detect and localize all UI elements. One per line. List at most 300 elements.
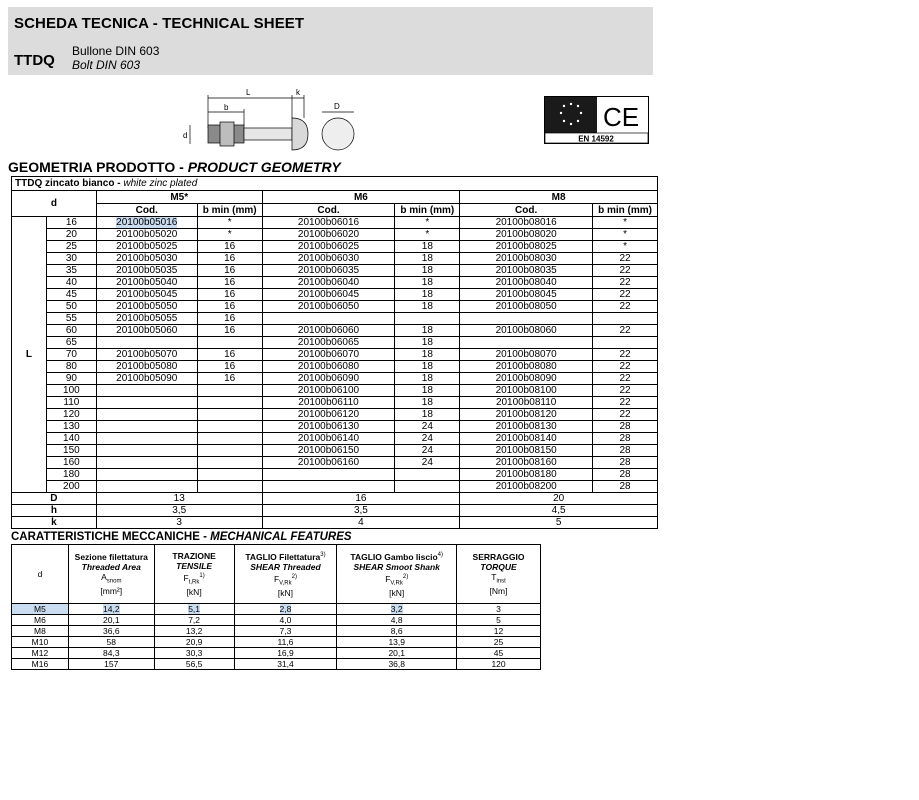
code-m6: 20100b06160 xyxy=(262,457,395,469)
mech-tensile: 7,2 xyxy=(154,615,234,626)
bmin-m8 xyxy=(593,337,658,349)
length-cell: 200 xyxy=(46,481,96,493)
product-name-it: Bullone DIN 603 xyxy=(72,44,160,58)
size-header-m8: M8 xyxy=(460,191,658,204)
mech-shear-shank: 13,9 xyxy=(337,637,457,648)
dimension-m6: 3,5 xyxy=(262,505,460,517)
geometry-row xyxy=(12,349,658,361)
size-header-m6: M6 xyxy=(262,191,460,204)
ce-badge xyxy=(544,96,649,144)
code-m5: 20100b05070 xyxy=(96,349,197,361)
dimension-m8: 20 xyxy=(460,493,658,505)
mech-tensile: 20,9 xyxy=(154,637,234,648)
bmin-m5 xyxy=(197,409,262,421)
code-m6: 20100b06150 xyxy=(262,445,395,457)
length-cell: 70 xyxy=(46,349,96,361)
code-m6: 20100b06060 xyxy=(262,325,395,337)
mechanical-row xyxy=(12,648,541,659)
code-m8: 20100b08070 xyxy=(460,349,593,361)
geometry-row xyxy=(12,337,658,349)
code-m6: 20100b06035 xyxy=(262,265,395,277)
geometry-row xyxy=(12,409,658,421)
geometry-row xyxy=(12,253,658,265)
column-header-row xyxy=(12,204,658,217)
tensile-sub: t,Rk xyxy=(188,579,200,586)
code-m6: 20100b06065 xyxy=(262,337,395,349)
geometry-title xyxy=(8,159,341,175)
bmin-m5 xyxy=(197,457,262,469)
length-cell: 16 xyxy=(46,217,96,229)
tensile-sym: F xyxy=(183,572,189,583)
bmin-m8: 22 xyxy=(593,397,658,409)
code-m5: 20100b05020 xyxy=(96,229,197,241)
bmin-m8: 22 xyxy=(593,349,658,361)
code-m5 xyxy=(96,409,197,421)
length-cell: 35 xyxy=(46,265,96,277)
code-m5 xyxy=(96,397,197,409)
size-header-m5: M5* xyxy=(96,191,262,204)
mechanical-row xyxy=(12,637,541,648)
bmin-m5: * xyxy=(197,217,262,229)
bmin-m8: 22 xyxy=(593,253,658,265)
code-m5: 20100b05045 xyxy=(96,289,197,301)
code-m5 xyxy=(96,445,197,457)
code-m5 xyxy=(96,433,197,445)
label-d: d xyxy=(183,131,188,140)
mech-col-shear-threaded xyxy=(234,545,337,604)
bmin-m6: 18 xyxy=(395,289,460,301)
header-band xyxy=(8,7,653,75)
mechanical-title xyxy=(11,531,352,543)
geometry-row xyxy=(12,421,658,433)
code-m8: 20100b08140 xyxy=(460,433,593,445)
code-m6 xyxy=(262,313,395,325)
bmin-m6: 24 xyxy=(395,445,460,457)
title-sep: - xyxy=(148,15,163,32)
code-m8: 20100b08150 xyxy=(460,445,593,457)
mech-shear-shank: 20,1 xyxy=(337,648,457,659)
mechanical-row xyxy=(12,604,541,615)
d-header: d xyxy=(12,191,97,217)
code-m5 xyxy=(96,469,197,481)
geometry-row xyxy=(12,217,658,229)
code-m5: 20100b05080 xyxy=(96,361,197,373)
mech-area: 157 xyxy=(68,659,154,670)
bmin-m5 xyxy=(197,385,262,397)
shear-shank-sub: V,Rk xyxy=(390,580,403,587)
title-en: TECHNICAL SHEET xyxy=(162,15,305,32)
length-cell: 45 xyxy=(46,289,96,301)
code-m6: 20100b06016 xyxy=(262,217,395,229)
geometry-row xyxy=(12,469,658,481)
title-it: SCHEDA TECNICA xyxy=(14,15,149,32)
mech-torque: 120 xyxy=(457,659,541,670)
dimension-key: h xyxy=(12,505,97,517)
torque-sym: T xyxy=(491,571,497,582)
bmin-m6: 18 xyxy=(395,265,460,277)
mech-shear-threaded: 31,4 xyxy=(234,659,337,670)
geometry-row xyxy=(12,385,658,397)
bmin-m6 xyxy=(395,469,460,481)
code-m5 xyxy=(96,385,197,397)
col-code-m5: Cod. xyxy=(96,204,197,217)
code-m8: 20100b08110 xyxy=(460,397,593,409)
code-m6: 20100b06050 xyxy=(262,301,395,313)
bmin-m5: 16 xyxy=(197,277,262,289)
shear-threaded-sup: 2) xyxy=(291,573,297,580)
selected-code: 20100b05016 xyxy=(116,217,178,228)
code-m8: 20100b08030 xyxy=(460,253,593,265)
dimension-m6: 16 xyxy=(262,493,460,505)
code-m5: 20100b05040 xyxy=(96,277,197,289)
bmin-m6: 18 xyxy=(395,397,460,409)
mech-torque: 25 xyxy=(457,637,541,648)
bmin-m5: 16 xyxy=(197,265,262,277)
l-label: L xyxy=(12,217,47,493)
dimension-row xyxy=(12,493,658,505)
mech-col-tensile xyxy=(154,545,234,604)
eu-flag-icon xyxy=(545,97,597,133)
shear-threaded-it: TAGLIO Filettatura xyxy=(245,551,321,562)
shear-threaded-sym: F xyxy=(273,573,280,584)
code-m8: 20100b08130 xyxy=(460,421,593,433)
code-m8: 20100b08040 xyxy=(460,277,593,289)
code-m8: 20100b08016 xyxy=(460,217,593,229)
mech-shear-shank: 8,6 xyxy=(337,626,457,637)
mech-torque: 45 xyxy=(457,648,541,659)
torque-unit: [Nm] xyxy=(489,586,508,597)
mech-shear-shank: 36,8 xyxy=(337,659,457,670)
code-m6: 20100b06025 xyxy=(262,241,395,253)
dimension-m6: 4 xyxy=(262,517,460,529)
bmin-m6 xyxy=(395,481,460,493)
geometry-table xyxy=(11,176,658,529)
code-m6: 20100b06100 xyxy=(262,385,395,397)
geometry-row xyxy=(12,397,658,409)
torque-en: TORQUE xyxy=(480,561,517,572)
bmin-m8: * xyxy=(593,241,658,253)
code-m6: 20100b06110 xyxy=(262,397,395,409)
geometry-row xyxy=(12,241,658,253)
length-cell: 25 xyxy=(46,241,96,253)
bmin-m5: 16 xyxy=(197,373,262,385)
bmin-m6: 18 xyxy=(395,361,460,373)
caption-it: TTDQ zincato bianco xyxy=(15,178,115,189)
geometry-row xyxy=(12,289,658,301)
mech-area: 36,6 xyxy=(68,626,154,637)
code-m6 xyxy=(262,481,395,493)
bmin-m8: 22 xyxy=(593,361,658,373)
length-cell: 65 xyxy=(46,337,96,349)
shear-threaded-sub: V,Rk xyxy=(279,580,292,587)
code-m6: 20100b06120 xyxy=(262,409,395,421)
bmin-m6: * xyxy=(395,217,460,229)
code-m5: 20100b05025 xyxy=(96,241,197,253)
code-m8: 20100b08090 xyxy=(460,373,593,385)
mech-shear-threaded: 4,0 xyxy=(234,615,337,626)
standard-label: EN 14592 xyxy=(578,134,614,144)
mech-torque: 3 xyxy=(457,604,541,615)
ce-mark: CE xyxy=(602,102,640,132)
code-m5 xyxy=(96,217,197,229)
shear-threaded-it-sup: 3) xyxy=(320,551,326,558)
tensile-en: TENSILE xyxy=(176,560,213,571)
code-m6: 20100b06040 xyxy=(262,277,395,289)
geometry-row xyxy=(12,361,658,373)
bmin-m8: * xyxy=(593,229,658,241)
label-big-d: D xyxy=(334,102,340,111)
bmin-m5 xyxy=(197,421,262,433)
torque-sub: inst xyxy=(496,578,506,585)
mech-d: M6 xyxy=(12,615,69,626)
length-cell: 160 xyxy=(46,457,96,469)
bmin-m8 xyxy=(593,313,658,325)
bmin-m5: 16 xyxy=(197,289,262,301)
bolt-drawing xyxy=(180,88,370,158)
bmin-m6: 18 xyxy=(395,301,460,313)
mech-shear-shank-highlight: 3,2 xyxy=(390,604,403,614)
mech-tensile-highlight: 5,1 xyxy=(188,604,201,614)
length-cell: 50 xyxy=(46,301,96,313)
code-m5 xyxy=(96,337,197,349)
code-m8: 20100b08080 xyxy=(460,361,593,373)
code-m5 xyxy=(96,457,197,469)
tensile-unit: [kN] xyxy=(186,587,202,598)
geometry-caption xyxy=(12,177,658,191)
geometry-row xyxy=(12,301,658,313)
bmin-m8: 22 xyxy=(593,301,658,313)
length-cell: 130 xyxy=(46,421,96,433)
code-m8: 20100b08035 xyxy=(460,265,593,277)
mech-col-torque xyxy=(457,545,541,604)
bmin-m5: 16 xyxy=(197,253,262,265)
code-m8: 20100b08025 xyxy=(460,241,593,253)
bmin-m6: 18 xyxy=(395,409,460,421)
geometry-row xyxy=(12,313,658,325)
bmin-m8: 28 xyxy=(593,469,658,481)
dimension-m5: 3,5 xyxy=(96,505,262,517)
mech-tensile: 13,2 xyxy=(154,626,234,637)
code-m5: 20100b05060 xyxy=(96,325,197,337)
bmin-m5 xyxy=(197,481,262,493)
shear-shank-en: SHEAR Smoot Shank xyxy=(353,561,440,572)
size-header-row xyxy=(12,191,658,204)
length-cell: 40 xyxy=(46,277,96,289)
dimension-m8: 4,5 xyxy=(460,505,658,517)
code-m5: 20100b05050 xyxy=(96,301,197,313)
label-k: k xyxy=(296,88,300,97)
code-m8: 20100b08100 xyxy=(460,385,593,397)
geometry-row xyxy=(12,277,658,289)
code-m5: 20100b05030 xyxy=(96,253,197,265)
bmin-m8: 22 xyxy=(593,289,658,301)
code-m6: 20100b06070 xyxy=(262,349,395,361)
dimension-key: D xyxy=(12,493,97,505)
code-m6: 20100b06130 xyxy=(262,421,395,433)
bmin-m8: 28 xyxy=(593,421,658,433)
geometry-row xyxy=(12,481,658,493)
code-m8: 20100b08045 xyxy=(460,289,593,301)
product-code: TTDQ xyxy=(14,52,55,69)
mech-col-shear-shank xyxy=(337,545,457,604)
tensile-it: TRAZIONE xyxy=(172,550,216,561)
mech-shear-shank xyxy=(337,604,457,615)
geometry-title-en: PRODUCT GEOMETRY xyxy=(187,159,341,175)
area-it: Sezione filettatura xyxy=(74,551,148,562)
col-code-m6: Cod. xyxy=(262,204,395,217)
length-cell: 120 xyxy=(46,409,96,421)
mech-area: 84,3 xyxy=(68,648,154,659)
shear-threaded-unit: [kN] xyxy=(277,588,294,599)
length-cell: 140 xyxy=(46,433,96,445)
code-m8: 20100b08180 xyxy=(460,469,593,481)
area-en: Threaded Area xyxy=(81,561,141,572)
bmin-m8: 22 xyxy=(593,325,658,337)
shear-shank-sup: 2) xyxy=(402,573,409,580)
dimension-row xyxy=(12,517,658,529)
code-m8: 20100b08120 xyxy=(460,409,593,421)
length-cell: 55 xyxy=(46,313,96,325)
bmin-m8: 28 xyxy=(593,481,658,493)
shear-shank-it-sup: 4) xyxy=(437,551,443,558)
geometry-row xyxy=(12,445,658,457)
bmin-m8: 28 xyxy=(593,433,658,445)
col-bmin-m5: b min (mm) xyxy=(197,204,262,217)
mech-col-area xyxy=(68,545,154,604)
dimension-m8: 5 xyxy=(460,517,658,529)
length-cell: 100 xyxy=(46,385,96,397)
bmin-m5 xyxy=(197,469,262,481)
sheet-title xyxy=(14,15,304,32)
bmin-m6: 18 xyxy=(395,337,460,349)
area-sym: A xyxy=(101,571,107,582)
mech-shear-threaded-highlight: 2,8 xyxy=(279,604,292,614)
mechanical-header-row xyxy=(12,545,541,604)
code-m6: 20100b06090 xyxy=(262,373,395,385)
bmin-m5: 16 xyxy=(197,241,262,253)
bmin-m5 xyxy=(197,433,262,445)
code-m6: 20100b06045 xyxy=(262,289,395,301)
length-cell: 20 xyxy=(46,229,96,241)
bmin-m5: 16 xyxy=(197,301,262,313)
geometry-row xyxy=(12,265,658,277)
code-m5 xyxy=(96,481,197,493)
mech-torque: 12 xyxy=(457,626,541,637)
bmin-m8: 22 xyxy=(593,373,658,385)
code-m8: 20100b08200 xyxy=(460,481,593,493)
mech-tensile xyxy=(154,604,234,615)
dimension-key: k xyxy=(12,517,97,529)
label-b: b xyxy=(224,103,229,112)
code-m5: 20100b05035 xyxy=(96,265,197,277)
code-m6 xyxy=(262,469,395,481)
bmin-m6: 18 xyxy=(395,385,460,397)
geometry-row xyxy=(12,373,658,385)
mech-d: M8 xyxy=(12,626,69,637)
mech-tensile: 30,3 xyxy=(154,648,234,659)
bmin-m8: 22 xyxy=(593,277,658,289)
mech-shear-shank: 4,8 xyxy=(337,615,457,626)
mech-d: M10 xyxy=(12,637,69,648)
shear-shank-unit: [kN] xyxy=(389,588,405,599)
bmin-m5: 16 xyxy=(197,361,262,373)
mech-d: M5 xyxy=(12,604,69,615)
bmin-m5: * xyxy=(197,229,262,241)
code-m5: 20100b05090 xyxy=(96,373,197,385)
code-m5: 20100b05055 xyxy=(96,313,197,325)
mech-col-d: d xyxy=(12,545,69,604)
bmin-m6: 24 xyxy=(395,421,460,433)
col-bmin-m8: b min (mm) xyxy=(593,204,658,217)
mechanical-table xyxy=(11,544,541,670)
geometry-row xyxy=(12,433,658,445)
mech-tensile: 56,5 xyxy=(154,659,234,670)
code-m8: 20100b08020 xyxy=(460,229,593,241)
shear-shank-sym: F xyxy=(385,573,391,584)
dimension-m5: 13 xyxy=(96,493,262,505)
bmin-m8: 22 xyxy=(593,385,658,397)
area-sub: snom xyxy=(106,578,122,585)
tensile-sup: 1) xyxy=(199,572,205,579)
code-m6: 20100b06140 xyxy=(262,433,395,445)
bmin-m5 xyxy=(197,337,262,349)
shear-shank-it: TAGLIO Gambo liscio xyxy=(350,551,438,562)
bmin-m5: 16 xyxy=(197,313,262,325)
area-unit: [mm²] xyxy=(100,586,123,597)
geometry-row xyxy=(12,229,658,241)
code-m8: 20100b08060 xyxy=(460,325,593,337)
col-bmin-m6: b min (mm) xyxy=(395,204,460,217)
shear-threaded-en: SHEAR Threaded xyxy=(250,561,321,572)
bmin-m5: 16 xyxy=(197,325,262,337)
mechanical-row xyxy=(12,615,541,626)
code-m6: 20100b06080 xyxy=(262,361,395,373)
col-code-m8: Cod. xyxy=(460,204,593,217)
label-l: L xyxy=(246,88,251,97)
bmin-m6 xyxy=(395,313,460,325)
mech-area: 58 xyxy=(68,637,154,648)
bmin-m5: 16 xyxy=(197,349,262,361)
code-m8: 20100b08160 xyxy=(460,457,593,469)
length-cell: 30 xyxy=(46,253,96,265)
code-m8 xyxy=(460,337,593,349)
length-cell: 90 xyxy=(46,373,96,385)
bmin-m6: * xyxy=(395,229,460,241)
mech-d: M16 xyxy=(12,659,69,670)
bmin-m8: 22 xyxy=(593,409,658,421)
mechanical-title-sep: - xyxy=(199,531,211,543)
bmin-m8: * xyxy=(593,217,658,229)
length-cell: 60 xyxy=(46,325,96,337)
code-m8: 20100b08050 xyxy=(460,301,593,313)
bmin-m6: 24 xyxy=(395,457,460,469)
bmin-m6: 18 xyxy=(395,241,460,253)
geometry-title-sep: - xyxy=(175,159,188,175)
code-m5 xyxy=(96,421,197,433)
geometry-row xyxy=(12,325,658,337)
length-cell: 180 xyxy=(46,469,96,481)
bmin-m6: 18 xyxy=(395,325,460,337)
mechanical-title-it: CARATTERISTICHE MECCANICHE xyxy=(11,531,200,543)
mech-shear-threaded: 16,9 xyxy=(234,648,337,659)
mech-area-highlight: 14,2 xyxy=(103,604,120,614)
geometry-title-it: GEOMETRIA PRODOTTO xyxy=(8,159,176,175)
bmin-m6: 18 xyxy=(395,253,460,265)
bmin-m8: 22 xyxy=(593,265,658,277)
mech-area: 20,1 xyxy=(68,615,154,626)
geometry-caption-row xyxy=(12,177,658,191)
mechanical-row xyxy=(12,626,541,637)
